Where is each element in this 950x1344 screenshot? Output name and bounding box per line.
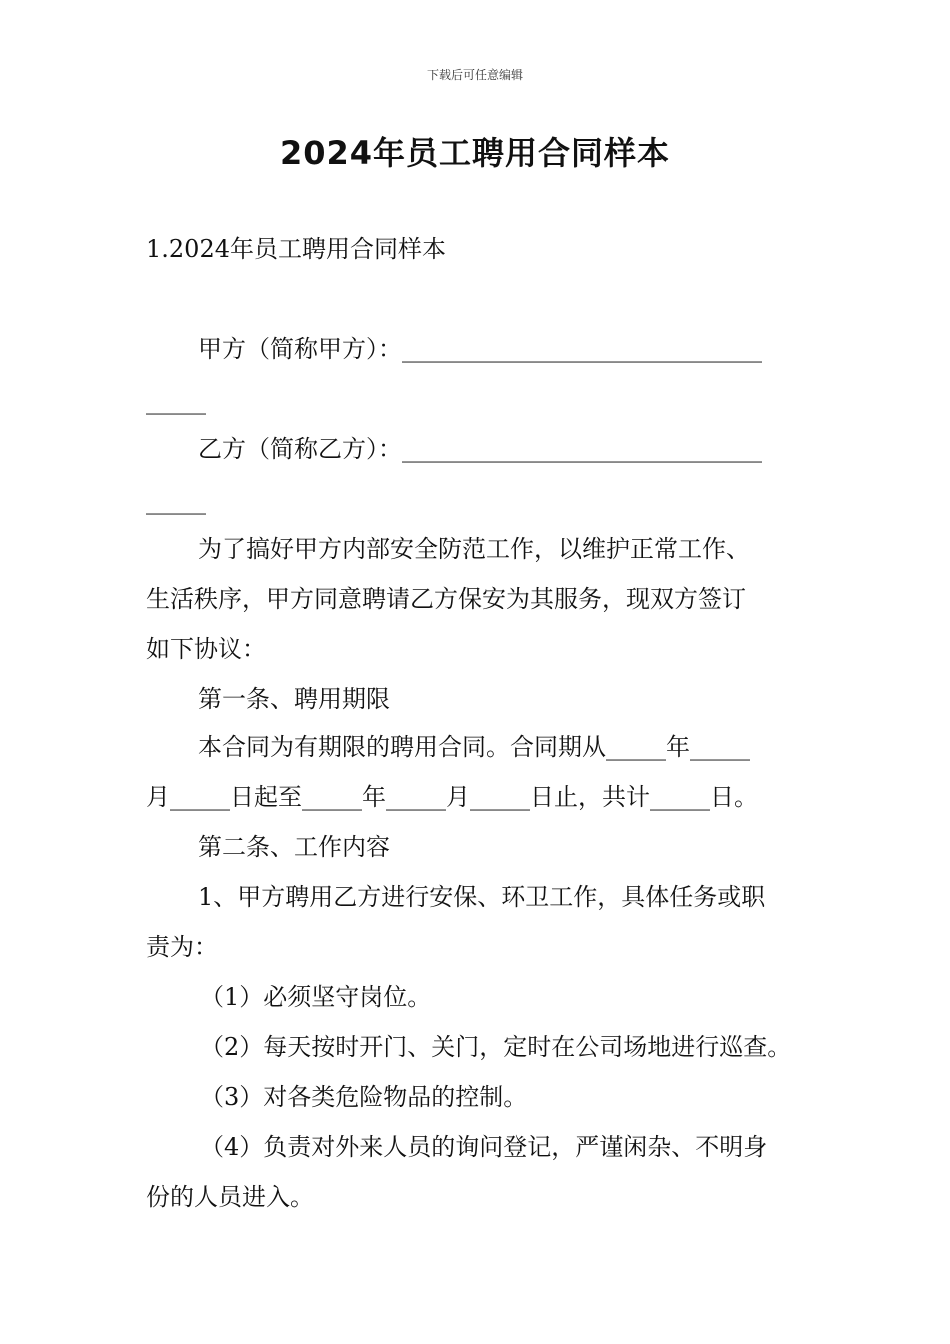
article-2-item-1-line-1: 1、甲方聘用乙方进行安保、环卫工作，具体任务或职 — [198, 883, 766, 911]
party-b-fill: ______________________________ — [402, 435, 762, 463]
party-b-line — [198, 434, 866, 464]
party-b-label: 乙方（简称乙方）： — [198, 435, 402, 463]
duty-item-1: （1）必须坚守岗位。 — [200, 983, 432, 1011]
duty-item-4-line-1: （4）负责对外来人员的询问登记，严谨闲杂、不明身 — [200, 1133, 768, 1161]
header-note: 下载后可任意编辑 — [426, 68, 523, 82]
document-title: 2024年员工聘用合同样本 — [279, 134, 671, 172]
intro-paragraph-line-3: 如下协议： — [146, 635, 266, 663]
party-a-label: 甲方（简称甲方）： — [198, 335, 402, 363]
party-b-fill-continued: _____ — [146, 487, 206, 515]
article-2-item-1-line-2: 责为： — [146, 933, 218, 961]
party-a-line — [198, 334, 866, 364]
intro-paragraph-line-2: 生活秩序，甲方同意聘请乙方保安为其服务，现双方签订 — [146, 585, 746, 613]
section-heading: 1.2024年员工聘用合同样本 — [146, 235, 446, 263]
party-a-fill-continued: _____ — [146, 387, 206, 415]
duty-item-2: （2）每天按时开门、关门，定时在公司场地进行巡查。 — [200, 1033, 792, 1061]
party-a-fill: ______________________________ — [402, 335, 762, 363]
article-2-title: 第二条、工作内容 — [198, 833, 390, 861]
article-1-line-1: 本合同为有期限的聘用合同。合同期从_____年_____ — [198, 733, 750, 761]
article-1-line-2: 月_____日起至_____年_____月_____日止，共计_____日。 — [146, 783, 758, 811]
duty-item-3: （3）对各类危险物品的控制。 — [200, 1083, 528, 1111]
intro-paragraph-line-1: 为了搞好甲方内部安全防范工作，以维护正常工作、 — [198, 535, 750, 563]
duty-item-4-line-2: 份的人员进入。 — [146, 1183, 314, 1211]
article-1-title: 第一条、聘用期限 — [198, 685, 390, 713]
